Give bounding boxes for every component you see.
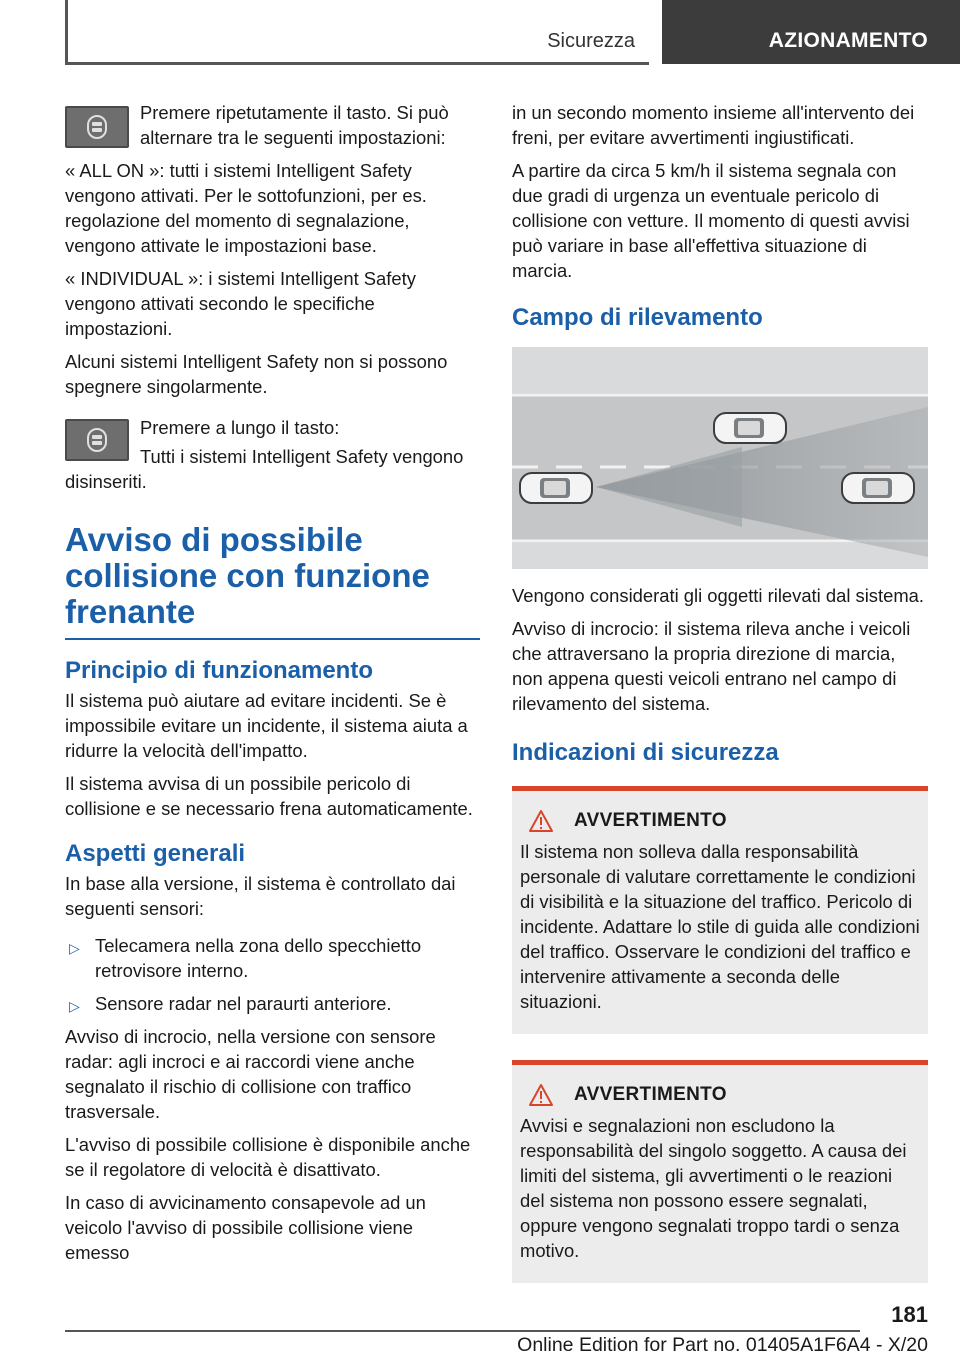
aspetti-paragraph-4: In caso di avvicinamento consapevole ad un veicolo l'avviso di possibile collisione viene emesso [65,1192,426,1263]
button-instruction-2-line1: Premere a lungo il tasto: [140,417,340,438]
aspetti-paragraph-3: L'avviso di possibile collisione è disponibile anche se il regolatore di velocità è disattivato. [65,1134,471,1180]
heading-campo: Campo di rilevamento [512,304,763,331]
warning-box-2 [512,1060,928,1283]
header-left-rule [65,0,68,64]
header-chapter-label: AZIONAMENTO [768,29,928,52]
campo-paragraph-1: Vengono considerati gli oggetti rilevati dal sistema. [512,585,924,606]
sensor-list-item-text: Telecamera nella zona dello specchietto retrovisore interno. [95,935,422,981]
section-title: Avviso di possibile collisione con funzione frenante [65,522,480,640]
warning-title-row [528,1083,920,1107]
warning-title: AVVERTIMENTO [574,1084,727,1105]
heading-principio: Principio di funzionamento [65,657,373,684]
car-icon [520,473,592,503]
heading-indicazioni: Indicazioni di sicurezza [512,739,779,766]
principio-paragraph-1: Il sistema può aiutare ad evitare incidenti. Se è impossibile evitare un incidente, il sistema aiuta a ridurre la velocità dell'impatto. [65,690,468,761]
footer-edition-text: Online Edition for Part no. 01405A1F6A4 - X/20 [517,1334,928,1356]
continuation-paragraph-2: A partire da circa 5 km/h il sistema segnala con due gradi di urgenza un eventuale pericolo di collisione con vetture. Il momento di questi avvisi può variare in base all'effettiva situazione di marcia. [512,160,910,281]
left-column [65,100,480,1273]
campo-paragraph-2: Avviso di incrocio: il sistema rileva anche i veicoli che attraversano la propria direzione di marcia, non appena questi veicoli entrano nel campo di rilevamento del sistema. [512,618,911,714]
warning-box-1 [512,786,928,1034]
warning-triangle-icon [528,809,554,833]
some-systems-paragraph: Alcuni sistemi Intelligent Safety non si possono spegnere singolarmente. [65,351,448,397]
intelligent-safety-button-icon [65,419,129,461]
header-bottom-rule [65,62,649,65]
button-instruction-1 [65,100,480,150]
footer-rule [65,1330,860,1332]
header-chapter-tab [662,0,960,64]
triangle-bullet-icon: ▷ [69,998,80,1014]
car-icon [842,473,914,503]
button-instruction-2 [65,415,480,494]
all-on-paragraph: « ALL ON »: tutti i sistemi Intelligent Safety vengono attivati. Per le sottofunzioni, per es. regolazione del momento di segnalazione, vengono attivate le impostazioni base. [65,160,427,256]
right-column [512,100,928,1283]
warning-text: Il sistema non solleva dalla responsabilità personale di valutare correttamente le condizioni di visibilità e la situazione del traffico. Pericolo di incidente. Adattare lo stile di guida alle condizioni del traffico. Osservare le condizioni del traffico e intervenire attivamente a seconda delle situazioni. [520,841,920,1012]
aspetti-paragraph-1: In base alla versione, il sistema è controllato dai seguenti sensori: [65,873,456,919]
warning-text: Avvisi e segnalazioni non escludono la responsabilità del singolo soggetto. A causa dei limiti del sistema, gli avvertimenti o le reazioni del sistema non possono essere segnalati, oppure vengono segnalati troppo tardi o senza motivo. [520,1115,907,1261]
button-instruction-1-text: Premere ripetutamente il tasto. Si può alternare tra le seguenti impostazioni: [140,102,449,148]
page-number: 181 [891,1302,928,1327]
principio-paragraph-2: Il sistema avvisa di un possibile pericolo di collisione e se necessario frena automaticamente. [65,773,473,819]
button-instruction-2-line2: Tutti i sistemi Intelligent Safety vengono disinseriti. [65,446,464,492]
sensor-list-item [65,933,480,983]
warning-title-row [528,809,920,833]
heading-aspetti: Aspetti generali [65,840,246,867]
aspetti-paragraph-2: Avviso di incrocio, nella versione con sensore radar: agli incroci e ai raccordi viene anche segnalato il rischio di collisione con traffico trasversale. [65,1026,436,1122]
warning-title: AVVERTIMENTO [574,810,727,831]
intelligent-safety-button-icon [65,106,129,148]
warning-triangle-icon [528,1083,554,1107]
car-icon [714,413,786,443]
sensor-list-item [65,991,480,1016]
triangle-bullet-icon: ▷ [69,940,80,956]
individual-paragraph: « INDIVIDUAL »: i sistemi Intelligent Safety vengono attivati secondo le specifiche impostazioni. [65,268,416,339]
continuation-paragraph-1: in un secondo momento insieme all'intervento dei freni, per evitare avvertimenti ingiustificati. [512,102,915,148]
detection-range-diagram [512,347,928,569]
sensor-list-item-text: Sensore radar nel paraurti anteriore. [95,993,392,1014]
header-section-label: Sicurezza [547,30,635,52]
